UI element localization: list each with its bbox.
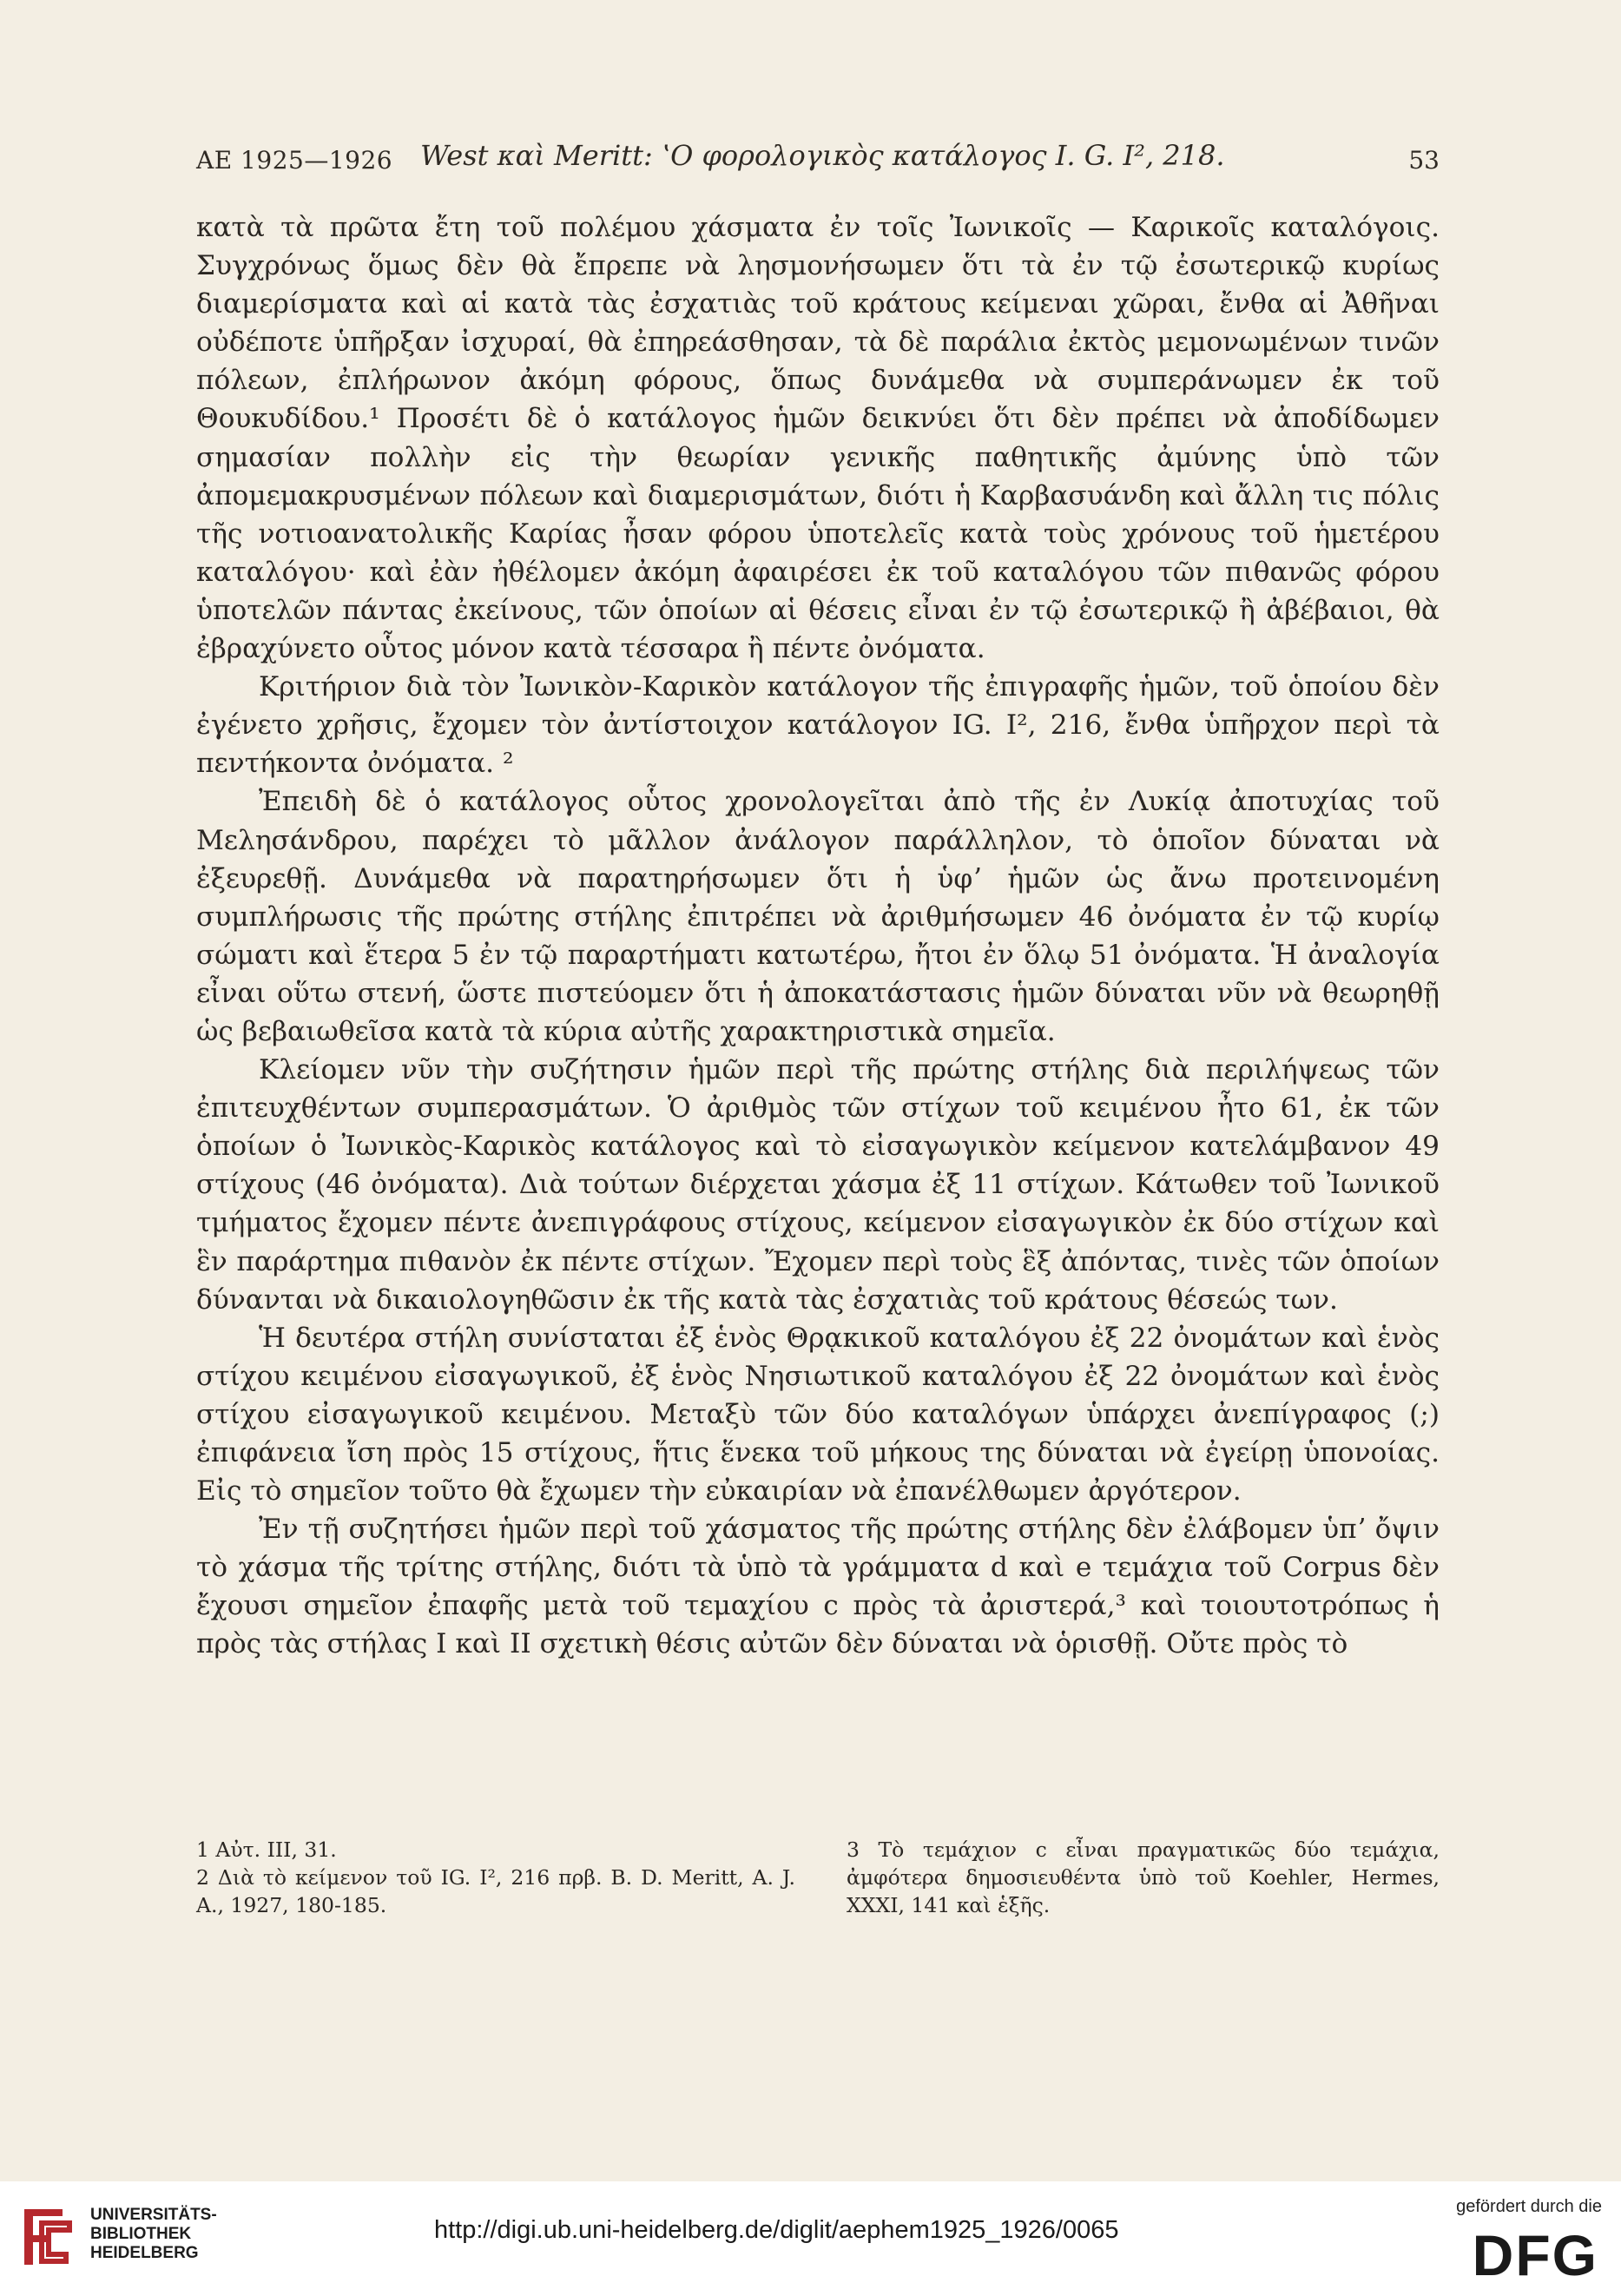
footnote: 1 Αὐτ. III, 31.	[196, 1837, 337, 1862]
paragraph: Κριτήριον διὰ τὸν Ἰωνικὸν-Καρικὸν κατάλογον τῆς ἐπιγραφῆς ἡμῶν, τοῦ ὁποίου δὲν ἐγένετο χρῆσις, ἔχομεν τὸν ἀντίστοιχον κατάλογον IG. I², 216, ἔνθα ὑπῆρχον περὶ τὰ πεντήκοντα ὀνόματα. ²	[196, 671, 1440, 780]
running-header	[196, 139, 1440, 177]
permalink-url[interactable]: http://digi.ub.uni-heidelberg.de/diglit/aephem1925_1926/0065	[434, 2216, 1119, 2244]
heidelberg-library-logo-icon[interactable]	[16, 2200, 78, 2273]
paragraph: Κλείομεν νῦν τὴν συζήτησιν ἡμῶν περὶ τῆς πρώτης στήλης διὰ περιλήψεως τῶν ἐπιτευχθέντων συμπερασμάτων. Ὁ ἀριθμὸς τῶν στίχων τοῦ κειμένου ἦτο 61, ἐκ τῶν ὁποίων ὁ Ἰωνικὸς-Καρικὸς κατάλογος καὶ τὸ εἰσαγωγικὸν κείμενον κατελάμβανον 49 στίχους (46 ὀνόματα). Διὰ τούτων διέρχεται χάσμα ἐξ 11 στίχων. Κάτωθεν τοῦ Ἰωνικοῦ τμήματος ἔχομεν πέντε ἀνεπιγράφους στίχους, κείμενον εἰσαγωγικὸν ἐκ δύο στίχων καὶ ἓν παράρτημα πιθανὸν ἐκ πέντε στίχων. Ἔχομεν περὶ τοὺς ἓξ ἀπόντας, τινὲς τῶν ὁποίων δύνανται νὰ δικαιολογηθῶσιν ἐκ τῆς κατὰ τὰς ἐσχατιὰς τοῦ κράτους θέσεώς των.	[196, 1054, 1440, 1316]
paragraph: Ἐν τῇ συζητήσει ἡμῶν περὶ τοῦ χάσματος τῆς πρώτης στήλης δὲν ἐλάβομεν ὑπʼ ὄψιν τὸ χάσμα τῆς τρίτης στήλης, διότι τὰ ὑπὸ τὰ γράμματα d καὶ e τεμάχια τοῦ Corpus δὲν ἔχουσι σημεῖον ἐπαφῆς μετὰ τοῦ τεμαχίου c πρὸς τὰ ἀριστερά,³ καὶ τοιουτοτρόπως ἡ πρὸς τὰς στήλας I καὶ II σχετικὴ θέσις αὐτῶν δὲν δύναται νὰ ὁρισθῇ. Οὔτε πρὸς τὸ	[196, 1514, 1440, 1660]
footnotes-right	[847, 1836, 1440, 1919]
journal-issue: ΑΕ 1925—1926	[196, 146, 393, 175]
paragraph: Ἐπειδὴ δὲ ὁ κατάλογος οὗτος χρονολογεῖται ἀπὸ τῆς ἐν Λυκίᾳ ἀποτυχίας τοῦ Μελησάνδρου, παρέχει τὸ μᾶλλον ἀνάλογον παράλληλον, τὸ ὁποῖον δύναται νὰ ἐξευρεθῇ. Δυνάμεθα νὰ παρατηρήσωμεν ὅτι ἡ ὑφʼ ἡμῶν ὡς ἄνω προτεινομένη συμπλήρωσις τῆς πρώτης στήλης ἐπιτρέπει νὰ ἀριθμήσωμεν 46 ὀνόματα ἐν τῷ κυρίῳ σώματι καὶ ἕτερα 5 ἐν τῷ παραρτήματι κατωτέρω, ἤτοι ἐν ὅλῳ 51 ὀνόματα. Ἡ ἀναλογία εἶναι οὕτω στενή, ὥστε πιστεύομεν ὅτι ἡ ἀποκατάστασις ἡμῶν δύναται νῦν νὰ θεωρηθῇ ὡς βεβαιωθεῖσα κατὰ τὰ κύρια αὐτῆς χαρακτηριστικὰ σημεῖα.	[196, 786, 1440, 1047]
article-body	[196, 208, 1440, 1664]
paragraph: Ἡ δευτέρα στήλη συνίσταται ἐξ ἑνὸς Θρᾳκικοῦ καταλόγου ἐξ 22 ὀνομάτων καὶ ἑνὸς στίχου κειμένου εἰσαγωγικοῦ, ἐξ ἑνὸς Νησιωτικοῦ καταλόγου ἐξ 22 ὀνομάτων καὶ ἑνὸς στίχου εἰσαγωγικοῦ κειμένου. Μεταξὺ τῶν δύο καταλόγων ὑπάρχει ἀνεπίγραφος (;) ἐπιφάνεια ἴση πρὸς 15 στίχους, ἥτις ἕνεκα τοῦ μήκους της δύναται νὰ ἐγείρῃ ὑπονοίας. Εἰς τὸ σημεῖον τοῦτο θὰ ἔχωμεν τὴν εὐκαιρίαν νὰ ἐπανέλθωμεν ἀργότερον.	[196, 1322, 1440, 1508]
digitization-footer	[0, 2181, 1621, 2296]
footnote: 2 Διὰ τὸ κείμενον τοῦ IG. I², 216 πρβ. B. D. Meritt, A. J. A., 1927, 180-185.	[196, 1865, 795, 1917]
funding-caption: gefördert durch die	[1456, 2197, 1602, 2216]
page-number: 53	[1408, 146, 1440, 175]
paragraph: κατὰ τὰ πρῶτα ἔτη τοῦ πολέμου χάσματα ἐν τοῖς Ἰωνικοῖς — Καρικοῖς καταλόγοις. Συγχρόνως ὅμως δὲν θὰ ἔπρεπε νὰ λησμονήσωμεν ὅτι τὰ ἐν τῷ ἐσωτερικῷ κυρίως διαμερίσματα καὶ αἱ κατὰ τὰς ἐσχατιὰς τοῦ κράτους κείμεναι χῶραι, ἔνθα αἱ Ἀθῆναι οὐδέποτε ὑπῆρξαν ἰσχυραί, θὰ ἐπηρεάσθησαν, τὰ δὲ παράλια ἐκτὸς μεμονωμένων τινῶν πόλεων, ἐπλήρωνον ἀκόμη φόρους, ὅπως δυνάμεθα νὰ συμπεράνωμεν ἐκ τοῦ Θουκυδίδου.¹ Προσέτι δὲ ὁ κατάλογος ἡμῶν δεικνύει ὅτι δὲν πρέπει νὰ ἀποδίδωμεν σημασίαν πολλὴν εἰς τὴν θεωρίαν γενικῆς παθητικῆς ἀμύνης ὑπὸ τῶν ἀπομεμακρυσμένων πόλεων καὶ διαμερισμάτων, διότι ἡ Καρβασυάνδη καὶ ἄλλη τις πόλις τῆς νοτιοανατολικῆς Καρίας ἦσαν φόρου ὑποτελεῖς κατὰ τοὺς χρόνους τοῦ ἡμετέρου καταλόγου· καὶ ἐὰν ἠθέλομεν ἀκόμη ἀφαιρέσει ἐκ τοῦ καταλόγου τῶν πιθανῶς φόρου ὑποτελῶν πάντας ἐκείνους, τῶν ὁποίων αἱ θέσεις εἶναι ἐν τῷ ἐσωτερικῷ ἢ ἀβέβαιοι, θὰ ἐβραχύνετο οὗτος μόνον κατὰ τέσσαρα ἢ πέντε ὀνόματα.	[196, 212, 1440, 665]
footnotes-left	[196, 1836, 795, 1919]
dfg-logo-icon[interactable]: DFG	[1472, 2223, 1598, 2287]
library-name: UNIVERSITÄTS- BIBLIOTHEK HEIDELBERG	[90, 2206, 217, 2262]
running-title: West καὶ Meritt: ʽΟ φορολογικὸς κατάλογος I. G. I², 218.	[420, 139, 1225, 172]
footnote: 3 Τὸ τεμάχιον c εἶναι πραγματικῶς δύο τεμάχια, ἀμφότερα δημοσιευθέντα ὑπὸ τοῦ Koehler, Hermes, XXXI, 141 καὶ ἑξῆς.	[847, 1837, 1440, 1917]
